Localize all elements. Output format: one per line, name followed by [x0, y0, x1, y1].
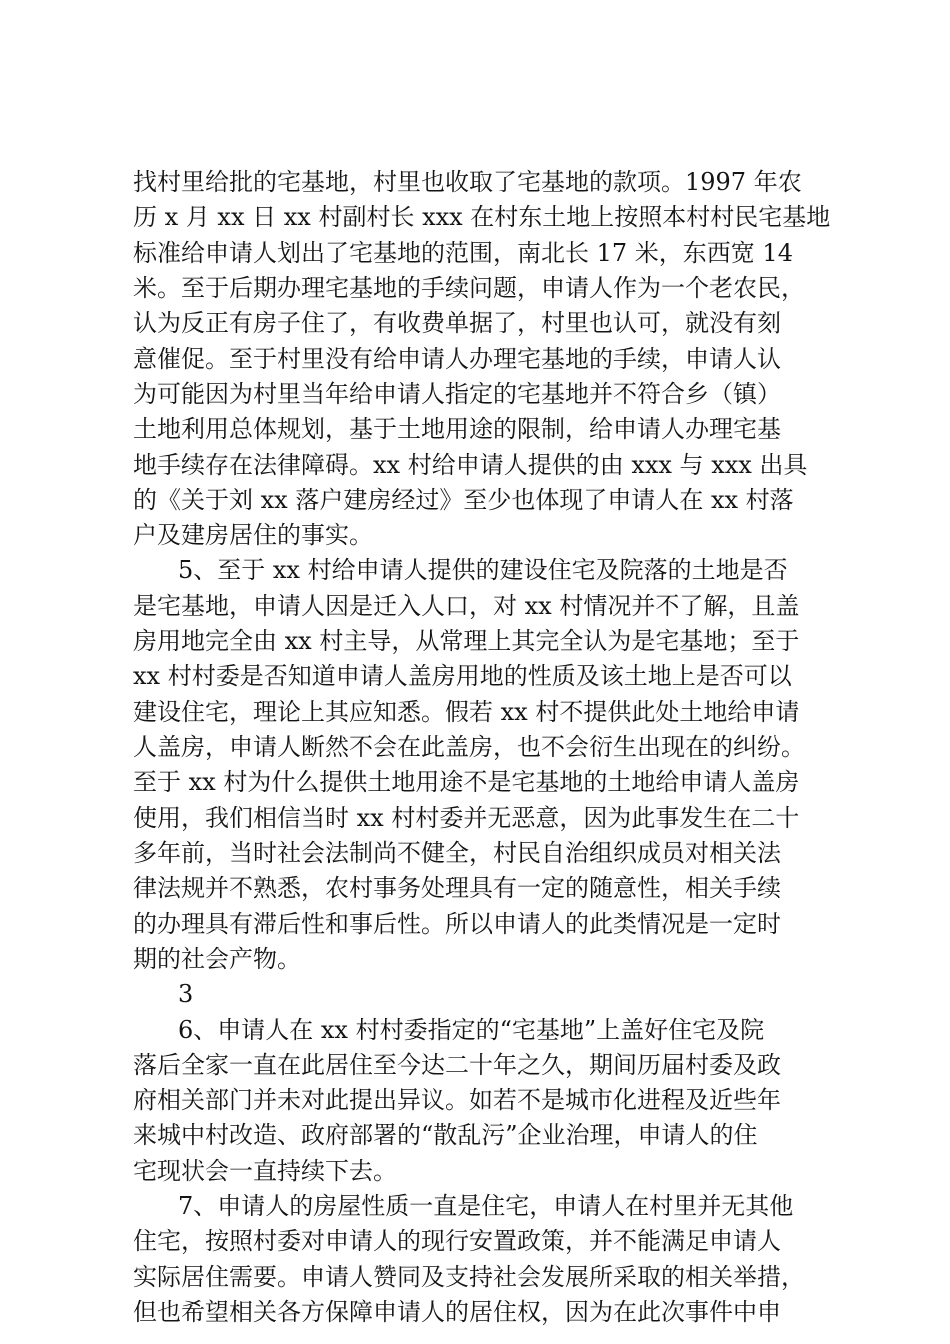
body-line: xx 村村委是否知道申请人盖房用地的性质及该土地上是否可以 [133, 662, 792, 690]
body-line: 宅现状会一直持续下去。 [133, 1157, 397, 1185]
paragraph-first-line: 7、申请人的房屋性质一直是住宅，申请人在村里并无其他 [178, 1192, 794, 1220]
body-line: 住宅，按照村委对申请人的现行安置政策，并不能满足申请人 [133, 1227, 781, 1255]
body-line: 地手续存在法律障碍。xx 村给申请人提供的由 xxx 与 xxx 出具 [133, 451, 808, 479]
body-line: 是宅基地，申请人因是迁入人口，对 xx 村情况并不了解，且盖 [133, 592, 800, 620]
body-line: 期的社会产物。 [133, 945, 301, 973]
page-number: 3 [178, 980, 194, 1008]
body-line: 的《关于刘 xx 落户建房经过》至少也体现了申请人在 xx 村落 [133, 486, 794, 514]
body-line: 房用地完全由 xx 村主导，从常理上其完全认为是宅基地；至于 [133, 627, 800, 655]
body-line: 但也希望相关各方保障申请人的居住权，因为在此次事件中申 [133, 1298, 781, 1326]
body-line: 的办理具有滞后性和事后性。所以申请人的此类情况是一定时 [133, 910, 781, 938]
body-line: 实际居住需要。申请人赞同及支持社会发展所采取的相关举措， [133, 1263, 805, 1291]
body-line: 户及建房居住的事实。 [133, 521, 373, 549]
body-line: 找村里给批的宅基地，村里也收取了宅基地的款项。1997 年农 [133, 168, 802, 196]
body-line: 为可能因为村里当年给申请人指定的宅基地并不符合乡（镇） [133, 380, 781, 408]
body-line: 使用，我们相信当时 xx 村村委并无恶意，因为此事发生在二十 [133, 804, 800, 832]
body-line: 来城中村改造、政府部署的“散乱污”企业治理，申请人的住 [133, 1121, 758, 1149]
paragraph-first-line: 6、申请人在 xx 村村委指定的“宅基地”上盖好住宅及院 [178, 1016, 765, 1044]
body-line: 建设住宅，理论上其应知悉。假若 xx 村不提供此处土地给申请 [133, 698, 800, 726]
body-line: 至于 xx 村为什么提供土地用途不是宅基地的土地给申请人盖房 [133, 768, 800, 796]
body-line: 意催促。至于村里没有给申请人办理宅基地的手续，申请人认 [133, 345, 781, 373]
body-line: 米。至于后期办理宅基地的手续问题，申请人作为一个老农民， [133, 274, 805, 302]
body-line: 府相关部门并未对此提出异议。如若不是城市化进程及近些年 [133, 1086, 781, 1114]
body-line: 律法规并不熟悉，农村事务处理具有一定的随意性，相关手续 [133, 874, 781, 902]
body-line: 历 x 月 xx 日 xx 村副村长 xxx 在村东土地上按照本村村民宅基地 [133, 203, 831, 231]
body-line: 多年前，当时社会法制尚不健全，村民自治组织成员对相关法 [133, 839, 781, 867]
body-line: 落后全家一直在此居住至今达二十年之久，期间历届村委及政 [133, 1051, 781, 1079]
paragraph-first-line: 5、至于 xx 村给申请人提供的建设住宅及院落的土地是否 [178, 556, 788, 584]
body-line: 人盖房，申请人断然不会在此盖房，也不会衍生出现在的纠纷。 [133, 733, 805, 761]
body-line: 标准给申请人划出了宅基地的范围，南北长 17 米，东西宽 14 [133, 239, 793, 267]
body-line: 认为反正有房子住了，有收费单据了，村里也认可，就没有刻 [133, 309, 781, 337]
body-line: 土地利用总体规划，基于土地用途的限制，给申请人办理宅基 [133, 415, 781, 443]
